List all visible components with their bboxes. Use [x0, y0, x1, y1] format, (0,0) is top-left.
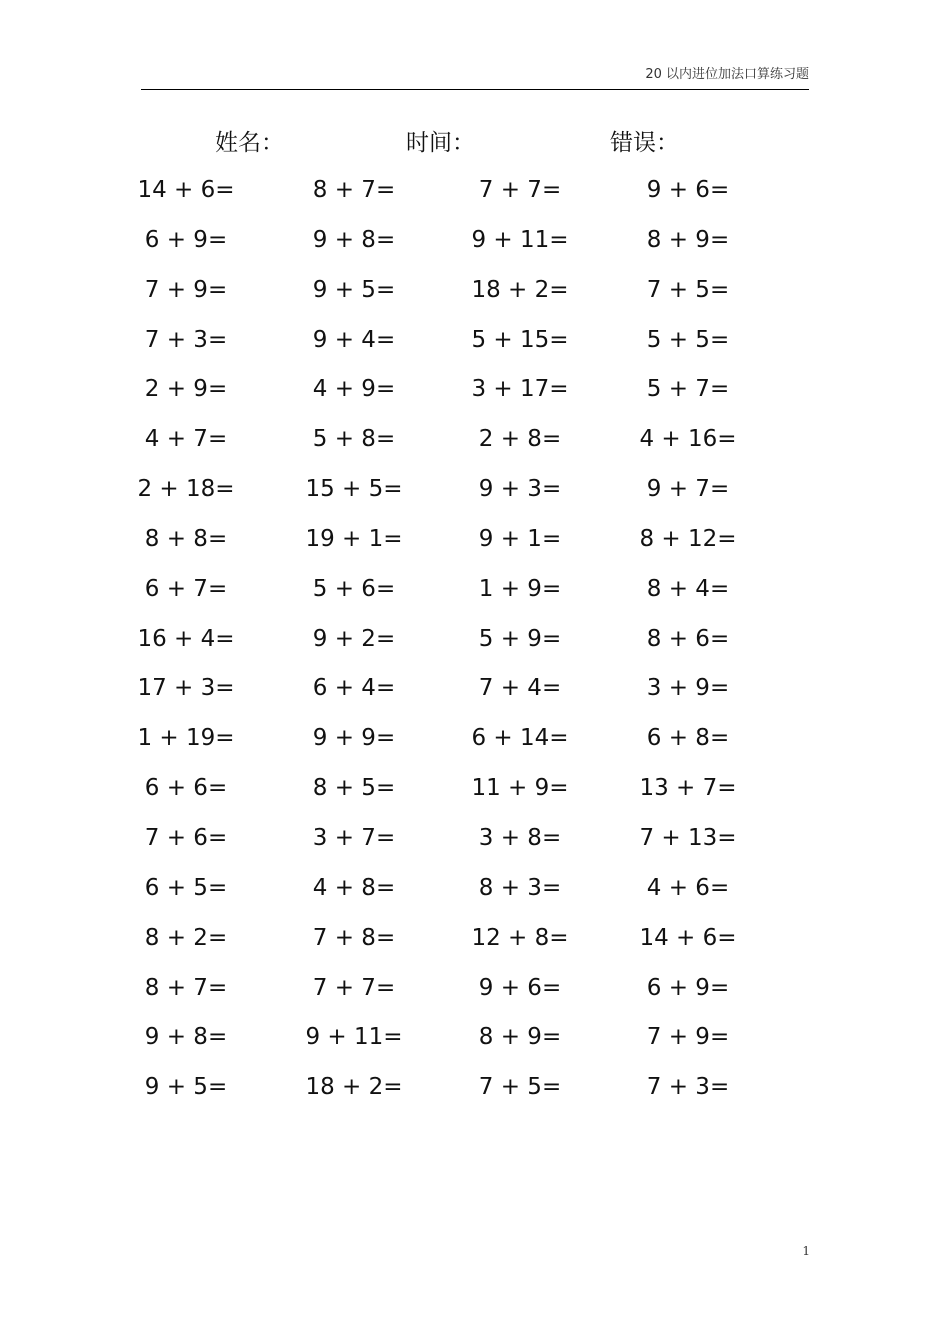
addition-problem: 9 + 5= [312, 276, 396, 303]
addition-problem: 8 + 4= [646, 575, 730, 602]
addition-problem: 4 + 8= [312, 874, 396, 901]
addition-problem: 17 + 3= [137, 675, 235, 702]
addition-problem: 7 + 13= [639, 824, 737, 851]
addition-problem: 13 + 7= [639, 775, 737, 802]
addition-problem: 9 + 2= [312, 625, 396, 652]
problem-row [0, 1013, 950, 1063]
addition-problem: 5 + 15= [471, 326, 569, 353]
problem-row [0, 565, 950, 615]
addition-problem: 6 + 7= [144, 575, 228, 602]
addition-problem: 2 + 8= [478, 426, 562, 453]
problem-row [0, 964, 950, 1014]
addition-problem: 6 + 5= [144, 874, 228, 901]
addition-problem: 7 + 5= [646, 276, 730, 303]
addition-problem: 4 + 16= [639, 426, 737, 453]
addition-problem: 7 + 6= [144, 824, 228, 851]
addition-problem: 3 + 17= [471, 376, 569, 403]
addition-problem: 8 + 5= [312, 775, 396, 802]
addition-problem: 8 + 3= [478, 874, 562, 901]
addition-problem: 7 + 9= [646, 1024, 730, 1051]
addition-problem: 5 + 7= [646, 376, 730, 403]
addition-problem: 5 + 5= [646, 326, 730, 353]
addition-problem: 8 + 7= [312, 177, 396, 203]
addition-problem: 6 + 6= [144, 775, 228, 802]
addition-problem: 7 + 7= [478, 177, 562, 203]
problem-row [0, 316, 950, 366]
addition-problem: 2 + 18= [137, 476, 235, 503]
problem-row [0, 914, 950, 964]
addition-problem: 5 + 9= [478, 625, 562, 652]
addition-problem: 7 + 3= [144, 326, 228, 353]
problem-row [0, 615, 950, 665]
addition-problem: 8 + 7= [144, 974, 228, 1001]
problem-row [0, 864, 950, 914]
problem-row [0, 216, 950, 266]
addition-problem: 5 + 6= [312, 575, 396, 602]
problem-row [0, 515, 950, 565]
addition-problem: 3 + 8= [478, 824, 562, 851]
addition-problem: 8 + 9= [646, 226, 730, 253]
addition-problem: 8 + 9= [478, 1024, 562, 1051]
problem-row [0, 465, 950, 515]
addition-problem: 9 + 8= [144, 1024, 228, 1051]
page-number: 1 [802, 1244, 810, 1258]
addition-problem: 9 + 8= [312, 226, 396, 253]
addition-problem: 6 + 9= [646, 974, 730, 1001]
addition-problem: 4 + 6= [646, 874, 730, 901]
addition-problem: 8 + 8= [144, 525, 228, 552]
problem-row [0, 365, 950, 415]
student-info-row [0, 125, 950, 161]
addition-problem: 3 + 9= [646, 675, 730, 702]
addition-problem: 14 + 6= [137, 177, 235, 203]
addition-problem: 8 + 12= [639, 525, 737, 552]
addition-problem: 2 + 9= [144, 376, 228, 403]
addition-problem: 7 + 9= [144, 276, 228, 303]
addition-problem: 4 + 9= [312, 376, 396, 403]
problem-row [0, 266, 950, 316]
addition-problem: 1 + 19= [137, 725, 235, 752]
addition-problem: 7 + 7= [312, 974, 396, 1001]
addition-problem: 8 + 6= [646, 625, 730, 652]
problem-row [0, 415, 950, 465]
addition-problem: 18 + 2= [471, 276, 569, 303]
addition-problem: 6 + 14= [471, 725, 569, 752]
addition-problem: 7 + 4= [478, 675, 562, 702]
addition-problem: 9 + 9= [312, 725, 396, 752]
addition-problem: 5 + 8= [312, 426, 396, 453]
addition-problem: 9 + 3= [478, 476, 562, 503]
addition-problem: 9 + 11= [305, 1024, 403, 1051]
problem-row [0, 1063, 950, 1113]
addition-problem: 9 + 1= [478, 525, 562, 552]
errors-label: 错误： [610, 130, 679, 156]
problem-row [0, 814, 950, 864]
running-header-title: 20 以内进位加法口算练习题 [645, 67, 809, 82]
problem-row [0, 166, 950, 216]
addition-problem: 9 + 6= [646, 177, 730, 203]
addition-problem: 9 + 11= [471, 226, 569, 253]
addition-problem: 8 + 2= [144, 924, 228, 951]
problem-row [0, 664, 950, 714]
addition-problem: 6 + 4= [312, 675, 396, 702]
addition-problem: 15 + 5= [305, 476, 403, 503]
addition-problem: 7 + 3= [646, 1074, 730, 1101]
addition-problem: 14 + 6= [639, 924, 737, 951]
addition-problem: 11 + 9= [471, 775, 569, 802]
problem-grid [0, 166, 950, 1113]
problem-row [0, 714, 950, 764]
addition-problem: 9 + 5= [144, 1074, 228, 1101]
addition-problem: 6 + 8= [646, 725, 730, 752]
time-label: 时间： [406, 130, 475, 156]
addition-problem: 4 + 7= [144, 426, 228, 453]
addition-problem: 9 + 4= [312, 326, 396, 353]
addition-problem: 16 + 4= [137, 625, 235, 652]
addition-problem: 7 + 5= [478, 1074, 562, 1101]
addition-problem: 12 + 8= [471, 924, 569, 951]
addition-problem: 9 + 7= [646, 476, 730, 503]
addition-problem: 9 + 6= [478, 974, 562, 1001]
addition-problem: 19 + 1= [305, 525, 403, 552]
addition-problem: 7 + 8= [312, 924, 396, 951]
addition-problem: 3 + 7= [312, 824, 396, 851]
addition-problem: 6 + 9= [144, 226, 228, 253]
addition-problem: 1 + 9= [478, 575, 562, 602]
problem-row [0, 764, 950, 814]
name-label: 姓名： [215, 130, 284, 156]
header-rule [141, 89, 809, 90]
addition-problem: 18 + 2= [305, 1074, 403, 1101]
